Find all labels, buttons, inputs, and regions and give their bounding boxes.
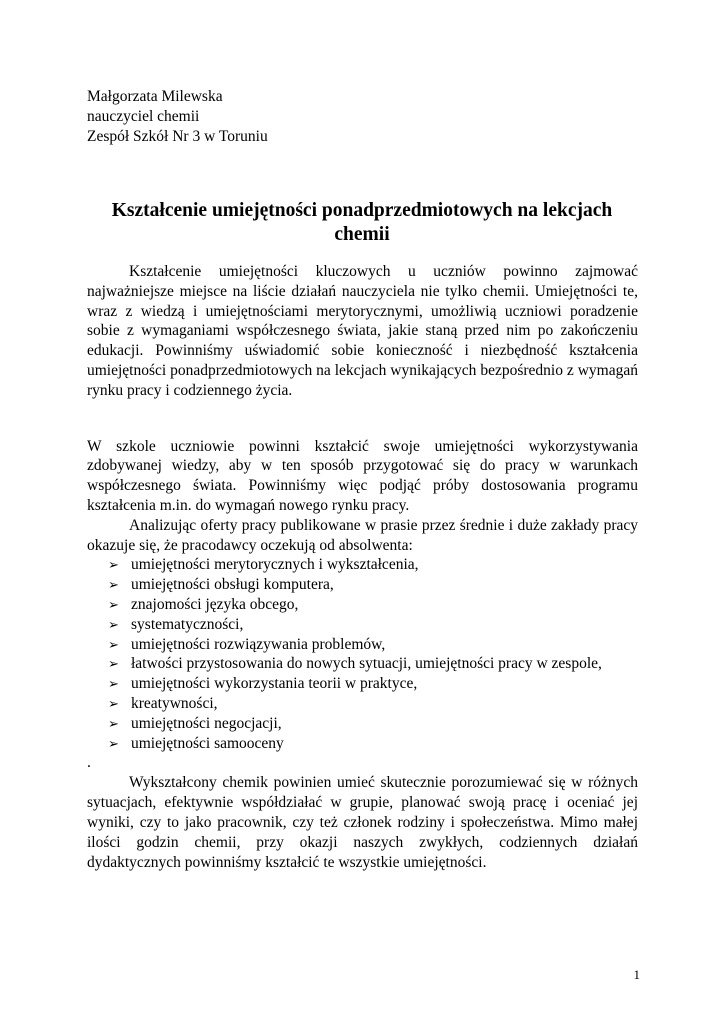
author-school: Zespół Szkół Nr 3 w Toruniu xyxy=(87,128,268,145)
author-name: Małgorzata Milewska xyxy=(87,88,223,105)
skills-list xyxy=(87,555,638,753)
stray-period: . xyxy=(87,754,91,772)
list-item: ➢ umiejętności negocjacji, xyxy=(108,714,282,732)
list-item: ➢ łatwości przystosowania do nowych sytuacji, umiejętności pracy w zespole, xyxy=(108,655,602,673)
list-item: ➢ umiejętności obsługi komputera, xyxy=(108,576,334,594)
arrow-bullet-icon: ➢ xyxy=(108,616,119,632)
arrow-bullet-icon: ➢ xyxy=(108,557,119,573)
arrow-bullet-icon: ➢ xyxy=(108,656,119,672)
arrow-bullet-icon: ➢ xyxy=(108,577,119,593)
list-item: ➢ znajomości języka obcego, xyxy=(108,595,299,613)
list-item: ➢ umiejętności wykorzystania teorii w praktyce, xyxy=(108,675,418,693)
list-item: ➢ umiejętności merytorycznych i wykształcenia, xyxy=(108,556,419,574)
document-title: Kształcenie umiejętności ponadprzedmiotowych na lekcjach chemii xyxy=(111,200,613,245)
paragraph-intro: Kształcenie umiejętności kluczowych u uczniów powinno zajmować najważniejsze miejsce na liście działań nauczyciela nie tylko chemii. Umiejętności te, wraz z wiedzą i umiejętnościami merytorycznymi, umożliwią uczniowi poradzenie sobie z wymaganiami współczesnego świata, jakie staną przed nim po zakończeniu edukacji. Powinniśmy uświadomić sobie konieczność i niezbędność kształcenia umiejętności ponadprzedmiotowych na lekcjach wynikających bezpośrednio z wymagań rynku pracy i codziennego życia. xyxy=(87,263,638,399)
list-item: ➢ umiejętności samooceny xyxy=(108,734,284,752)
author-block xyxy=(87,87,268,147)
author-role: nauczyciel chemii xyxy=(87,108,200,125)
arrow-bullet-icon: ➢ xyxy=(108,596,119,612)
paragraph-conclusion: Wykształcony chemik powinien umieć skutecznie porozumiewać się w różnych sytuacjach, efektywnie współdziałać w grupie, planować swoją pracę i oceniać jej wyniki, czy to jako pracownik, czy też członek rodziny i społeczeństwa. Mimo małej ilości godzin chemii, przy okazji naszych zwykłych, codziennych działań dydaktycznych powinniśmy kształcić te wszystkie umiejętności. xyxy=(87,774,638,871)
arrow-bullet-icon: ➢ xyxy=(108,636,119,652)
paragraph-job-offers: Analizując oferty pracy publikowane w prasie przez średnie i duże zakłady pracy okazuje się, że pracodawcy oczekują od absolwenta: xyxy=(87,516,638,554)
paragraph-school: W szkole uczniowie powinni kształcić swoje umiejętności wykorzystywania zdobywanej wiedzy, aby w ten sposób przygotować się do pracy w warunkach współczesnego świata. Powinniśmy więc podjąć próby dostosowania programu kształcenia m.in. do wymagań nowego rynku pracy. xyxy=(87,437,638,514)
list-item: ➢ systematyczności, xyxy=(108,615,244,633)
list-item: ➢ umiejętności rozwiązywania problemów, xyxy=(108,635,386,653)
arrow-bullet-icon: ➢ xyxy=(108,715,119,731)
page-number: 1 xyxy=(633,967,640,982)
arrow-bullet-icon: ➢ xyxy=(108,695,119,711)
arrow-bullet-icon: ➢ xyxy=(108,676,119,692)
list-item: ➢ kreatywności, xyxy=(108,694,218,712)
document-body xyxy=(87,262,638,872)
arrow-bullet-icon: ➢ xyxy=(108,735,119,751)
